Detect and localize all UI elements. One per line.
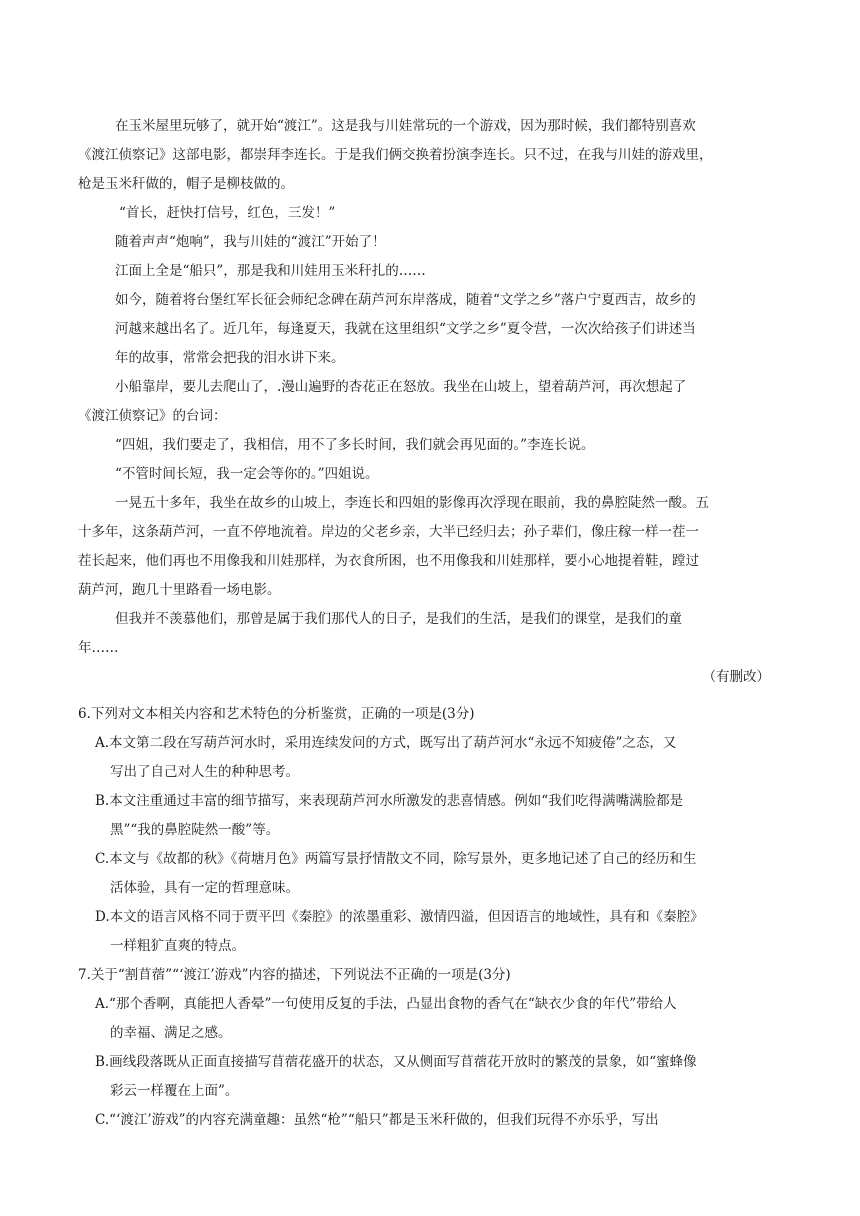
passage-line: 随着声声“炮响”，我与川娃的“渡江”开始了！ — [115, 234, 386, 250]
option-a-cont: 写出了自己对人生的种种思考。 — [110, 764, 299, 780]
option-b-cont: 黑”“我的鼻腔陡然一酸”等。 — [110, 822, 280, 838]
option-b: B.本文注重通过丰富的细节描写，来表现葫芦河水所激发的悲喜情感。例如“我们吃得满嘴满脸都是 — [95, 793, 684, 809]
option-b: B.画线段落既从正面直接描写苜蓿花盛开的状态，又从侧面写苜蓿花开放时的繁茂的景象，如“蜜蜂像 — [95, 1054, 697, 1070]
passage-line: 年的故事，常常会把我的泪水讲下来。 — [115, 350, 345, 366]
option-a: A.本文第二段在写葫芦河水时，采用连续发问的方式，既写出了葫芦河水“永远不知疲倦”之态，又 — [95, 735, 677, 751]
passage-line: “不管时间长短，我一定会等你的。”四姐说。 — [115, 466, 379, 482]
option-a-cont: 的幸福、满足之感。 — [110, 1025, 232, 1041]
passage-line: 如今，随着将台堡红军长征会师纪念碑在葫芦河东岸落成，随着“文学之乡”落户宁夏西吉，故乡的 — [115, 292, 696, 308]
option-b-cont: 彩云一样覆在上面”。 — [110, 1083, 239, 1099]
option-c: C.“‘渡江’游戏”的内容充满童趣：虽然“枪”“船只”都是玉米秆做的，但我们玩得不亦乐乎，写出 — [95, 1112, 659, 1128]
passage-line: “首长，赶快打信号，红色，三发！” — [119, 205, 336, 221]
question-stem: 7.关于“割苜蓿”“‘渡江’游戏”内容的描述，下列说法不正确的一项是(3分) — [78, 967, 511, 983]
passage-line: 但我并不羡慕他们，那曾是属于我们那代人的日子，是我们的生活，是我们的课堂，是我们的童 — [115, 611, 682, 627]
question-6 — [78, 700, 792, 961]
edit-note: （有删改） — [702, 669, 770, 685]
option-d: D.本文的语言风格不同于贾平凹《秦腔》的浓墨重彩、激情四溢，但因语言的地域性，具有和《秦腔》 — [95, 909, 704, 925]
passage-line: 《渡江侦察记》这部电影，都崇拜李连长。于是我们俩交换着扮演李连长。只不过，在我与川娃的游戏里， — [78, 147, 713, 163]
document-content — [78, 112, 792, 1135]
passage-line: 枪是玉米秆做的，帽子是柳枝做的。 — [78, 176, 294, 192]
passage-line: 葫芦河，跑几十里路看一场电影。 — [78, 582, 281, 598]
passage-line: 十多年，这条葫芦河，一直不停地流着。岸边的父老乡亲，大半已经归去；孙子辈们，像庄稼一样一茬一 — [78, 524, 699, 540]
passage-line: 小船靠岸，要儿去爬山了，.漫山遍野的杏花正在怒放。我坐在山坡上，望着葫芦河，再次想起了 — [115, 379, 687, 395]
passage-line: 茬长起来，他们再也不用像我和川娃那样，为衣食所困，也不用像我和川娃那样，要小心地提着鞋，蹚过 — [78, 553, 699, 569]
passage-line: 在玉米屋里玩够了，就开始“渡江”。这是我与川娃常玩的一个游戏，因为那时候，我们都特别喜欢 — [115, 118, 696, 134]
passage-line: “四姐，我们要走了，我相信，用不了多长时间，我们就会再见面的。”李连长说。 — [115, 437, 595, 453]
question-7 — [78, 961, 792, 1135]
question-stem: 6.下列对文本相关内容和艺术特色的分析鉴赏，正确的一项是(3分) — [78, 706, 475, 722]
option-c-cont: 活体验，具有一定的哲理意味。 — [110, 880, 299, 896]
passage-line: 《渡江侦察记》的台词： — [78, 408, 227, 424]
passage-line: 江面上全是“船只”，那是我和川娃用玉米秆扎的…… — [115, 263, 426, 279]
passage-line: 一晃五十多年，我坐在故乡的山坡上，李连长和四姐的影像再次浮现在眼前，我的鼻腔陡然一酸。五 — [115, 495, 709, 511]
passage-line: 河越来越出名了。近几年，每逢夏天，我就在这里组织“文学之乡”夏令营，一次次给孩子们讲述当 — [115, 321, 696, 337]
passage-line: 年…… — [78, 640, 119, 656]
passage — [78, 112, 792, 692]
option-d-cont: 一样粗犷直爽的特点。 — [110, 938, 245, 954]
option-c: C.本文与《故都的秋》《荷塘月色》两篇写景抒情散文不同，除写景外，更多地记述了自己的经历和生 — [95, 851, 697, 867]
option-a: A.“那个香啊，真能把人香晕”一句使用反复的手法，凸显出食物的香气在“缺衣少食的年代”带给人 — [95, 996, 677, 1012]
